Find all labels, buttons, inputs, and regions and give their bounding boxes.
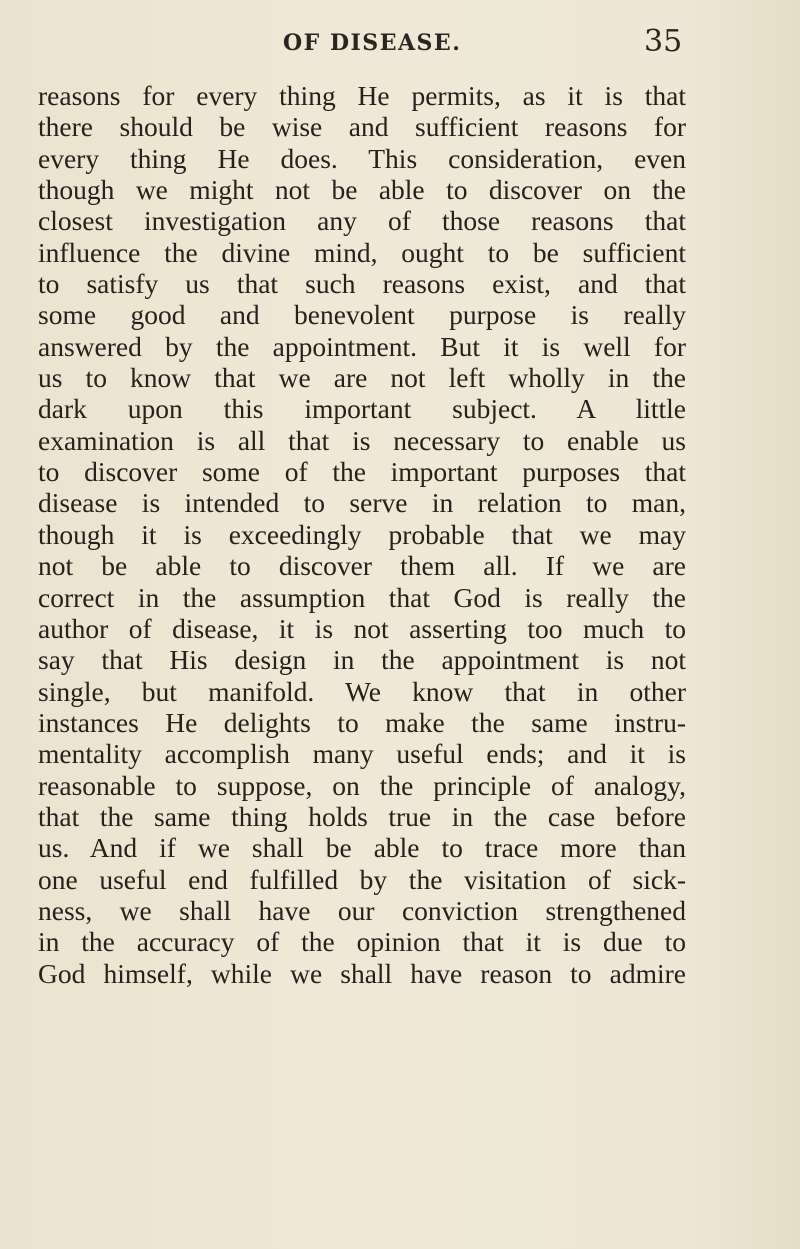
text-line: influence the divine mind, ought to be sufficient	[38, 236, 686, 268]
text-line: examination is all that is necessary to enable us	[38, 424, 686, 456]
text-line: to discover some of the important purposes that	[38, 456, 686, 488]
text-line: to satisfy us that such reasons exist, and that	[38, 268, 686, 300]
text-line: not be able to discover them all. If we are	[38, 550, 686, 582]
text-line: author of disease, it is not asserting too much to	[38, 612, 686, 644]
text-line: single, but manifold. We know that in other	[38, 675, 686, 707]
text-line: instances He delights to make the same instru-	[38, 706, 686, 738]
text-line: answered by the appointment. But it is well for	[38, 330, 686, 362]
text-line: us to know that we are not left wholly in the	[38, 362, 686, 394]
text-line: ness, we shall have our conviction strengthened	[38, 894, 686, 926]
text-line: reasonable to suppose, on the principle of analogy,	[38, 769, 686, 801]
text-line: every thing He does. This consideration, even	[38, 142, 686, 174]
text-line: correct in the assumption that God is really the	[38, 581, 686, 613]
text-line: though we might not be able to discover on the	[38, 174, 686, 206]
text-line: us. And if we shall be able to trace more than	[38, 832, 686, 864]
text-line: disease is intended to serve in relation to man,	[38, 487, 686, 519]
page-header	[0, 24, 800, 64]
text-line: one useful end fulfilled by the visitation of sick-	[38, 863, 686, 895]
text-line: mentality accomplish many useful ends; and it is	[38, 738, 686, 770]
text-line: say that His design in the appointment is not	[38, 644, 686, 676]
text-line: dark upon this important subject. A little	[38, 393, 686, 425]
text-line: God himself, while we shall have reason to admire	[38, 957, 686, 989]
page-number: 35	[644, 24, 683, 59]
text-line: reasons for every thing He permits, as it is that	[38, 80, 686, 111]
text-line: there should be wise and sufficient reasons for	[38, 111, 686, 143]
body-text	[38, 80, 686, 989]
text-line: though it is exceedingly probable that we may	[38, 518, 686, 550]
text-line: closest investigation any of those reasons that	[38, 205, 686, 237]
text-line: that the same thing holds true in the case before	[38, 800, 686, 832]
running-head: OF DISEASE.	[283, 30, 462, 56]
text-line: in the accuracy of the opinion that it is due to	[38, 926, 686, 958]
text-line: some good and benevolent purpose is really	[38, 299, 686, 331]
